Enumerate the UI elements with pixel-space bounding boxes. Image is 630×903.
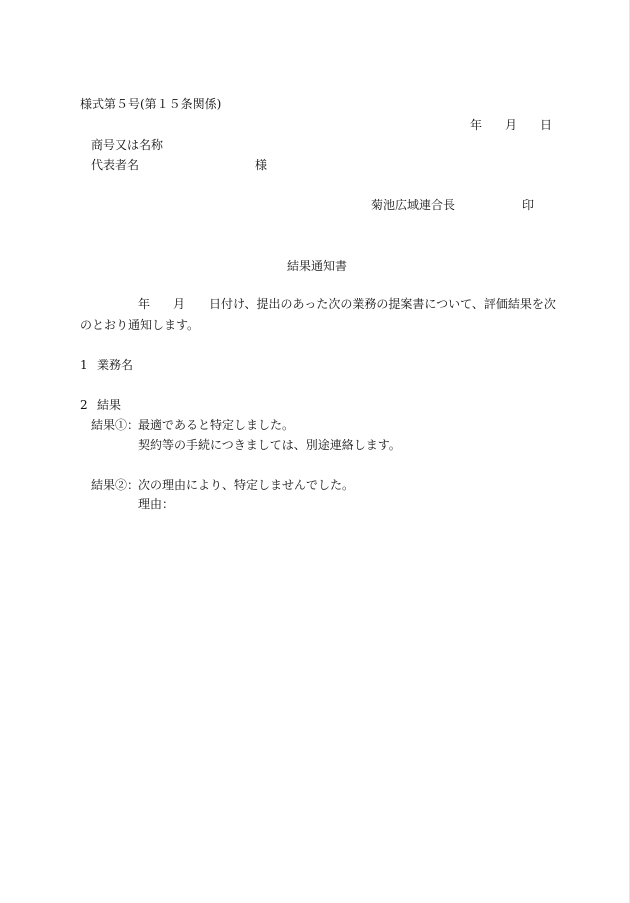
reason-label: 理由： [138, 497, 175, 511]
item-label: 業務名 [97, 358, 134, 372]
item-number: 2 [80, 398, 88, 412]
result-note: 契約等の手続につきましては、別途連絡します。 [138, 438, 401, 452]
body-month: 月 [173, 297, 186, 311]
seal-mark: 印 [522, 198, 535, 212]
body-line2: のとおり通知します。 [80, 318, 200, 332]
body-year: 年 [138, 297, 151, 311]
item-label: 結果 [97, 398, 122, 412]
result-label: 結果①： [91, 418, 140, 432]
honorific: 様 [255, 158, 268, 172]
date-year-label: 年 [470, 118, 483, 132]
result-text: 次の理由により、特定しませんでした。 [138, 478, 355, 492]
date-month-label: 月 [505, 118, 518, 132]
body-line1: 日付け、提出のあった次の業務の提案書について、評価結果を次 [209, 297, 556, 311]
company-name-label: 商号又は名称 [91, 138, 164, 152]
result-label: 結果②： [91, 478, 140, 492]
date-day-label: 日 [540, 118, 553, 132]
form-number: 様式第５号(第１５条関係) [80, 97, 222, 111]
result-text: 最適であると特定しました。 [138, 418, 295, 432]
representative-label: 代表者名 [91, 158, 140, 172]
item-number: 1 [80, 358, 88, 372]
sender-name: 菊池広域連合長 [371, 198, 456, 212]
document-title: 結果通知書 [287, 259, 348, 273]
